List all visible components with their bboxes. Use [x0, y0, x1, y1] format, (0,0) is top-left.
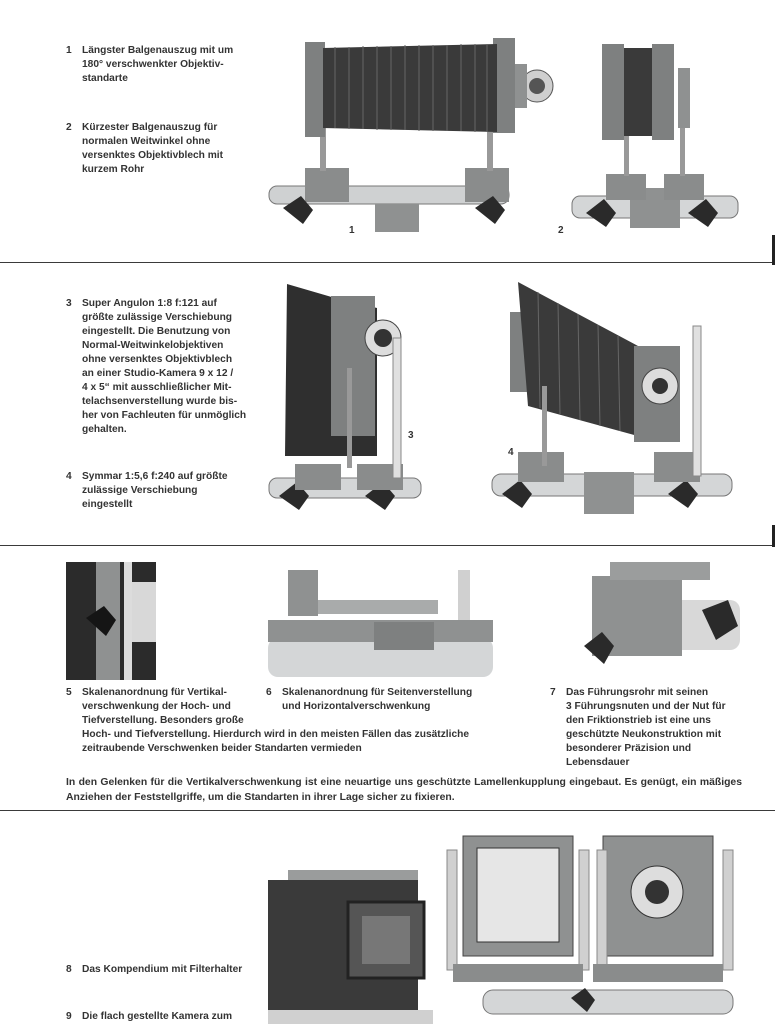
caption-number: 7 [550, 687, 556, 698]
section-divider-1 [0, 262, 775, 263]
caption-line: Skalenanordnung für Seitenverstellung [282, 687, 473, 698]
caption-7 [550, 686, 726, 770]
caption-line: Super Angulon 1:8 f:121 auf [82, 298, 217, 309]
section-divider-3 [0, 810, 775, 811]
figure-number-3: 3 [408, 430, 414, 441]
figure-4-symmar-camera [488, 276, 738, 526]
caption-number: 2 [66, 122, 72, 133]
figure-number-2: 2 [558, 225, 564, 236]
caption-line: kurzem Rohr [82, 164, 145, 175]
caption-line: verschwenkung der Hoch- und [82, 701, 231, 712]
caption-1 [66, 44, 233, 86]
caption-line: her von Fachleuten für unmöglich [82, 410, 247, 421]
caption-line: Symmar 1:5,6 f:240 auf größte [82, 471, 228, 482]
figure-9-flat-camera-front-back [443, 830, 743, 1024]
caption-line: ohne versenktes Objektivblech [82, 354, 233, 365]
caption-line: Lebensdauer [566, 757, 630, 768]
caption-number: 1 [66, 45, 72, 56]
caption-number: 4 [66, 471, 72, 482]
caption-line: zeitraubende Verschwenken beider Standarten vermieden [82, 743, 362, 754]
figure-3-super-angulon-camera [265, 278, 430, 518]
figure-8-compendium-photo [268, 866, 433, 1024]
figure-6-lateral-scale-photo [268, 562, 493, 677]
caption-number: 6 [266, 687, 272, 698]
caption-line: zulässige Verschiebung [82, 485, 198, 496]
caption-line: besonderer Präzision und [566, 743, 692, 754]
caption-line: standarte [82, 73, 128, 84]
caption-line: Normal-Weitwinkelobjektiven [82, 340, 224, 351]
figure-5-vertical-scale-photo [66, 562, 156, 680]
caption-line: Tiefverstellung. Besonders große [82, 715, 244, 726]
caption-line: Hoch- und Tiefverstellung. Hierdurch wird in den meisten Fällen das zusätzliche [82, 729, 470, 740]
caption-line: größte zulässige Verschiebung [82, 312, 233, 323]
caption-line: Kürzester Balgenauszug für [82, 122, 218, 133]
caption-line: normalen Weitwinkel ohne [82, 136, 211, 147]
section-divider-2 [0, 545, 775, 546]
caption-number: 9 [66, 1011, 72, 1022]
figure-number-1: 1 [349, 225, 355, 236]
caption-line: 3 Führungsnuten und der Nut für [566, 701, 726, 712]
caption-line: Längster Balgenauszug mit um [82, 45, 234, 56]
caption-5 [66, 686, 244, 728]
figure-2-camera-short-bellows [568, 38, 743, 233]
figure-7-guide-tube-photo [580, 562, 740, 677]
caption-line: an einer Studio-Kamera 9 x 12 / [82, 368, 234, 379]
caption-6 [266, 686, 472, 714]
body-paragraph: In den Gelenken für die Vertikalverschwenkung ist eine neuartige uns geschützte Lamellenkupplung eingebaut. Es genügt, ein mäßiges Anziehen der Feststellgriffe, um die Standarten in ihrer Lage sicher zu fixieren. [66, 777, 742, 803]
caption-4 [66, 470, 228, 512]
caption-5-continued [82, 728, 469, 756]
caption-line: 180° verschwenkter Objektiv- [82, 59, 224, 70]
caption-3 [66, 297, 246, 437]
caption-number: 3 [66, 298, 72, 309]
caption-9 [66, 1010, 232, 1024]
caption-line: versenktes Objektivblech mit [82, 150, 223, 161]
caption-line: und Horizontalverschwenkung [282, 701, 431, 712]
caption-number: 5 [66, 687, 72, 698]
caption-line: eingestellt [82, 499, 133, 510]
caption-line: den Friktionstrieb ist eine uns [566, 715, 711, 726]
caption-line: Skalenanordnung für Vertikal- [82, 687, 227, 698]
caption-line: gehalten. [82, 424, 127, 435]
caption-number: 8 [66, 964, 72, 975]
caption-8 [66, 963, 242, 977]
caption-line: geschützte Neukonstruktion mit [566, 729, 722, 740]
caption-2 [66, 121, 223, 177]
caption-line: 4 x 5“ mit ausschließlicher Mit- [82, 382, 232, 393]
caption-line: Das Führungsrohr mit seinen [566, 687, 709, 698]
figure-1-camera-long-bellows [265, 28, 565, 238]
figure-number-4: 4 [508, 447, 514, 458]
caption-line: eingestellt. Die Benutzung von [82, 326, 231, 337]
caption-line: Das Kompendium mit Filterhalter [82, 964, 243, 975]
caption-line: Die flach gestellte Kamera zum [82, 1011, 233, 1022]
caption-line: telachsenverstellung wurde bis- [82, 396, 238, 407]
